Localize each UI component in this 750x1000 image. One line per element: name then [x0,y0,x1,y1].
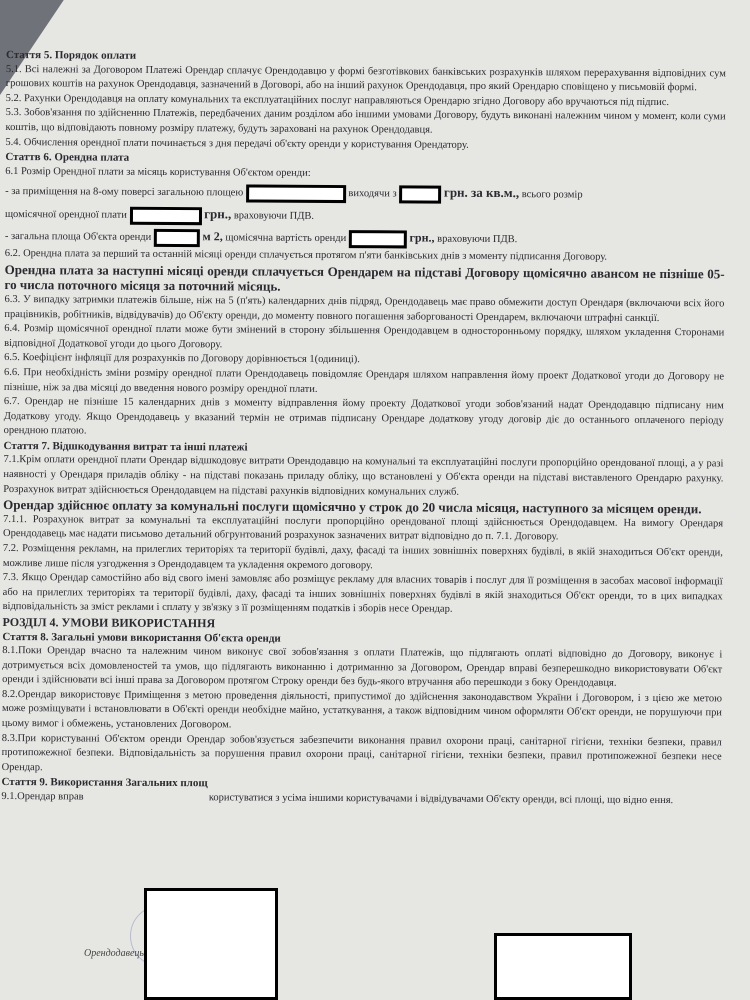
text-fragment: м 2, [202,229,223,244]
clause-8-2: 8.2.Орендар використовує Приміщення з метою проведення діяльності, припустимої до здійснення законодавством України і Договором, і з цією же метою може розміщувати і встановлювати в Об'єкті оренди необхідне майно, устаткування, а також відповідним чином оформляти Об'єкт оренди, не порушуючи при цьому вимог і обмежень, установлених Договором. [1,688,723,731]
text-fragment: грн., [409,230,435,245]
clause-6-2: 6.2. Орендна плата за перший та останній місяці оренди сплачується протягом п'яти банківських днів з моменту підписання Договору. [4,248,608,264]
redaction-box [246,184,346,203]
text-fragment: 9.1.Орендар вправ [1,791,84,803]
article-7-title: Стаття 7. Відшкодування витрат та інші платежі [3,439,248,454]
clause-7-1: 7.1.Крім оплати орендної плати Орендар відшкодовує витрати Орендодавцю на комунальні та експлуатаційні послуги пропорційно орендованої площі, а у разі наявності у Орендаря приладів обліку - на підставі показань приладу обліку, що встановлені у Об'єкта оренди на підставі виставленого Орендарю рахунку. Розрахунок витрат здійснюється Орендодавцем на підставі рахунків відповідних комунальних служб. [3,454,724,498]
clause-6-6: 6.6. При необхідність зміни розміру орендної плати Орендодавець повідомляє Орендаря шляхом направлення йому проект Додаткової угоди до Договору не пізніше, ніж за два місяці до введення нового розміру орендної плати. [3,366,725,395]
text-fragment: враховуючи ПДВ. [437,233,518,246]
clause-7-1-1: 7.1.1. Розрахунок витрат за комунальні та експлуатаційні послуги пропорційно орендованої площі здійснюється Орендодавцем. На вимогу Орендаря Орендодавець має надати письмово детальний обгрунтований розрахунок зазначених витрат відповідно до п. 7.1. Договору. [2,513,724,543]
text-fragment: враховуючи ПДВ. [233,210,315,223]
signature-redaction-left [144,888,278,1000]
clause-7-3: 7.3. Якщо Орендар самостійно або від свого імені замовляє або розміщує рекламу для власних товарів і послуг для її розміщення в засобах масової інформації або на прилеглих територіях та території будівлі, даху, фасаді та інших зовнішніх поверхнях будівлі в якій знаходиться Об'єкт оренди, то в цих випадках відповідальність за зміст реклами і сплату у зв'язку з її розміщенням податків і зборів несе Орендар. [2,572,723,616]
redaction-box [154,229,200,247]
article-5-title: Стаття 5. Порядок оплати [5,48,137,62]
clause-5-3: 5.3. Зобов'язання по здійсненню Платежів, передбачених даним розділом або іншими умовами Договору, будуть виконані належним чином у момент, коли суми коштів, що відповідають повному розміру платежу, будуть зараховані на рахунок Орендодавця. [5,107,726,136]
clause-5-2: 5.2. Рахунки Орендодавця на оплату комунальних та експлуатаційних послуг направляються Орендарю згідно Договору або вручаються під підпис. [5,92,670,108]
section-4-title: РОЗДІЛ 4. УМОВИ ВИКОРИСТАННЯ [2,614,216,631]
clause-8-3: 8.3.При користуванні Об'єктом оренди Орендар зобов'язується забезпечити виконання правил охорони праці, санітарної гігієни, техніки безпеки, правил протипожежної безпеки. Відповідальність за порушення правил охорони праці, санітарної гігієни, техніки безпеки, правил протипожежної безпеки несе Орендар. [1,732,722,774]
redaction-box [349,230,407,248]
text-fragment: грн. за кв.м., [443,185,520,201]
clause-6-1: 6.1 Розмір Орендної плати за місяць користування Об'єктом оренди: [5,165,311,179]
article-6-title: Статтв 6. Орендна плата [5,151,130,164]
article-9-title: Стаття 9. Використання Загальних площ [1,776,208,790]
clause-7-1-emphasis: Орендар здійснює оплату за комунальні послуги щомісячно у строк до 20 числа місяця, наступного за місяцем оренди. [3,497,702,517]
gap [86,800,206,801]
signer-label: Орендодавець [84,948,144,959]
text-fragment: виходячи з [348,188,397,200]
text-fragment: ення. [649,794,674,807]
clause-6-5: 6.5. Коефіцієнт інфляції для розрахунків по Договору дорівнюється 1(одиниці). [4,352,360,366]
article-8-title: Стаття 8. Загальні умови використання Об'єкта оренди [2,630,281,645]
clause-5-4: 5.4. Обчислення орендної плати починається з дня передачі об'єкту оренди у користування Орендатору. [5,136,469,151]
text-fragment: користуватися з усіма іншими користувачами і відвідувачами Об'єкту оренди, всі площі, що відно [208,792,648,806]
redaction-box [399,185,441,203]
text-fragment: - загальна площа Об'єкта оренди [4,231,152,244]
clause-8-1: 8.1.Поки Орендар вчасно та належним чином виконує свої зобов'язання з оплати Платежів, що підлягають оплаті відповідно до Договору, виконує і дотримується всіх домовленостей та умов, що підлягають виконанню і дотриманню за Договором, Орендар вправі безперешкодно використовувати Об'єкт оренди і здійснювати всі інші права за Договором протягом Строку оренди без будь-якого втручання або перешкоди з боку Орендодавця. [2,645,723,690]
text-fragment: - за приміщення на 8-ому поверсі загальною площею [5,186,244,199]
clause-5-1: 5.1. Всі належні за Договором Платежі Орендар сплачує Орендодавцю у формі безготівкових банківських розрахунків шляхом перерахування відповідних сум грошових коштів на рахунок Орендодавця, зазначений в Договорі, або на інший рахунок Орендодавця, про який Орендарю сповіщено у письмовій формі. [5,63,726,94]
clause-6-4: 6.4. Розмір щомісячної орендної плати може бути змінений в сторону збільшення Орендодавцем в односторонньому порядку, шляхом укладення Сторонами відповідної Додаткової угоди до цього Договору. [4,323,725,351]
document-body [1,48,726,809]
clause-7-2: 7.2. Розміщення рекламн, на прилеглих територіях та території будівлі, даху, фасаді та інших зовнішніх поверхнях будівлі, в якій знаходиться Об'єкт оренди, можливе лише після узгодження з Орендодавцем та укладення окремого договору. [2,542,723,571]
text-fragment: грн., [204,206,232,222]
text-fragment: щомісячна вартість оренди [225,232,347,245]
text-fragment: щомісячної орендної плати [4,209,127,222]
redaction-box [129,207,201,225]
signature-redaction-right [494,933,632,1000]
clause-6-7: 6.7. Орендар не пізніше 15 календарних днів з моменту відправлення йому проекту Додаткової угоди зобов'язаний надат Орендодавцю підписану ним Додаткову угоду. Якщо Орендодавець у вказаний термін не отримав підписану Орендаре додаткову угоду договір діє до останнього оплаченого періоду орендною платою. [3,396,724,437]
clause-6-2-emphasis: Орендна плата за наступні місяці оренди сплачується Орендарем на підставі Договору щомісячно авансом не пізніше 05-го числа поточного місяця за поточний місяць. [4,261,725,295]
clause-6-3: 6.3. У випадку затримки платежів більше, ніж на 5 (п'ять) календарних днів підряд, Орендодавець має право обмежити доступ Орендаря (включаючи всіх його працівників, робітників, відвідувачів) до Об'єкту оренди, до моменту повного погашення заборгованості Орендарем, включаючи штрафні санкції. [4,293,725,324]
text-fragment: всього розмір [521,189,583,201]
